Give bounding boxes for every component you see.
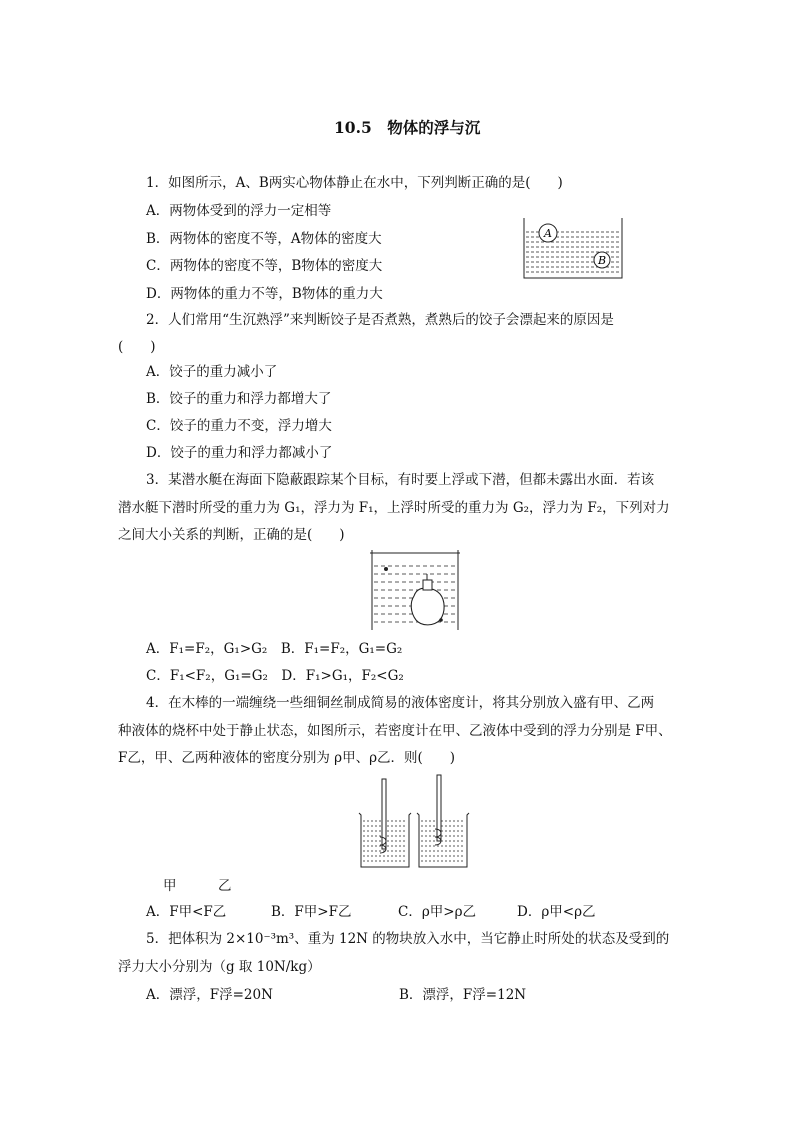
q1-option-c: C．两物体的密度不等，B物体的密度大 (146, 258, 383, 274)
q4-label-yi: 乙 (218, 878, 232, 894)
q2-stem-line2: ( ) (118, 339, 156, 355)
q4-label-jia: 甲 (163, 878, 177, 894)
q3-options-line2: C．F₁<F₂，G₁=G₂ D．F₁>G₁，F₂<G₂ (146, 668, 404, 684)
q4-stem-line1: 4．在木棒的一端缠绕一些细铜丝制成简易的液体密度计，将其分别放入盛有甲、乙两 (146, 695, 655, 711)
page-title: 10.5 物体的浮与沉 (334, 118, 481, 137)
q3-figure-submarine (370, 550, 460, 630)
q3-stem-line2: 潜水艇下潜时所受的重力为 G₁，浮力为 F₁，上浮时所受的重力为 G₂，浮力为 F₂，下列对力 (118, 500, 670, 516)
q1-stem: 1．如图所示，A、B两实心物体静止在水中，下列判断正确的是( ) (146, 175, 563, 191)
q5-stem-line2: 浮力大小分别为（g 取 10N/kg） (118, 959, 321, 975)
q2-stem-line1: 2．人们常用“生沉熟浮”来判断饺子是否煮熟，煮熟后的饺子会漂起来的原因是 (146, 312, 614, 328)
q1-option-a: A．两物体受到的浮力一定相等 (146, 203, 332, 219)
q1-figure-container (520, 214, 626, 280)
q4-stem-line2: 种液体的烧杯中处于静止状态，如图所示，若密度计在甲、乙液体中受到的浮力分别是 F甲、 (118, 723, 672, 739)
q1-option-b: B．两物体的密度不等，A物体的密度大 (146, 231, 382, 247)
q4-figure-beakers (355, 773, 475, 869)
q4-option-a: A．F甲<F乙 (146, 904, 227, 920)
q5-option-b: B．漂浮，F浮=12N (399, 987, 527, 1003)
q1-option-d: D．两物体的重力不等，B物体的重力大 (146, 286, 383, 302)
q2-option-d: D．饺子的重力和浮力都减小了 (146, 445, 333, 461)
q5-stem-line1: 5．把体积为 2×10⁻³m³、重为 12N 的物块放入水中，当它静止时所处的状态及受到的 (146, 931, 670, 947)
q3-options-line1: A．F₁=F₂，G₁>G₂ B．F₁=F₂，G₁=G₂ (146, 641, 403, 657)
q2-option-a: A．饺子的重力减小了 (146, 364, 278, 380)
q4-option-b: B．F甲>F乙 (271, 904, 352, 920)
q4-stem-line3: F乙，甲、乙两种液体的密度分别为 ρ甲、ρ乙．则( ) (118, 750, 456, 766)
q5-option-a: A．漂浮，F浮=20N (146, 987, 273, 1003)
q2-option-c: C．饺子的重力不变，浮力增大 (146, 418, 332, 434)
q3-stem-line1: 3．某潜水艇在海面下隐蔽跟踪某个目标，有时要上浮或下潜，但都未露出水面．若该 (146, 472, 655, 488)
q1-label-b: B (598, 254, 607, 267)
q2-option-b: B．饺子的重力和浮力都增大了 (146, 391, 332, 407)
q4-option-c: C．ρ甲>ρ乙 (398, 904, 477, 920)
q4-option-d: D．ρ甲<ρ乙 (517, 904, 596, 920)
q1-label-a: A (544, 227, 552, 240)
q3-stem-line3: 之间大小关系的判断，正确的是( ) (118, 527, 345, 543)
